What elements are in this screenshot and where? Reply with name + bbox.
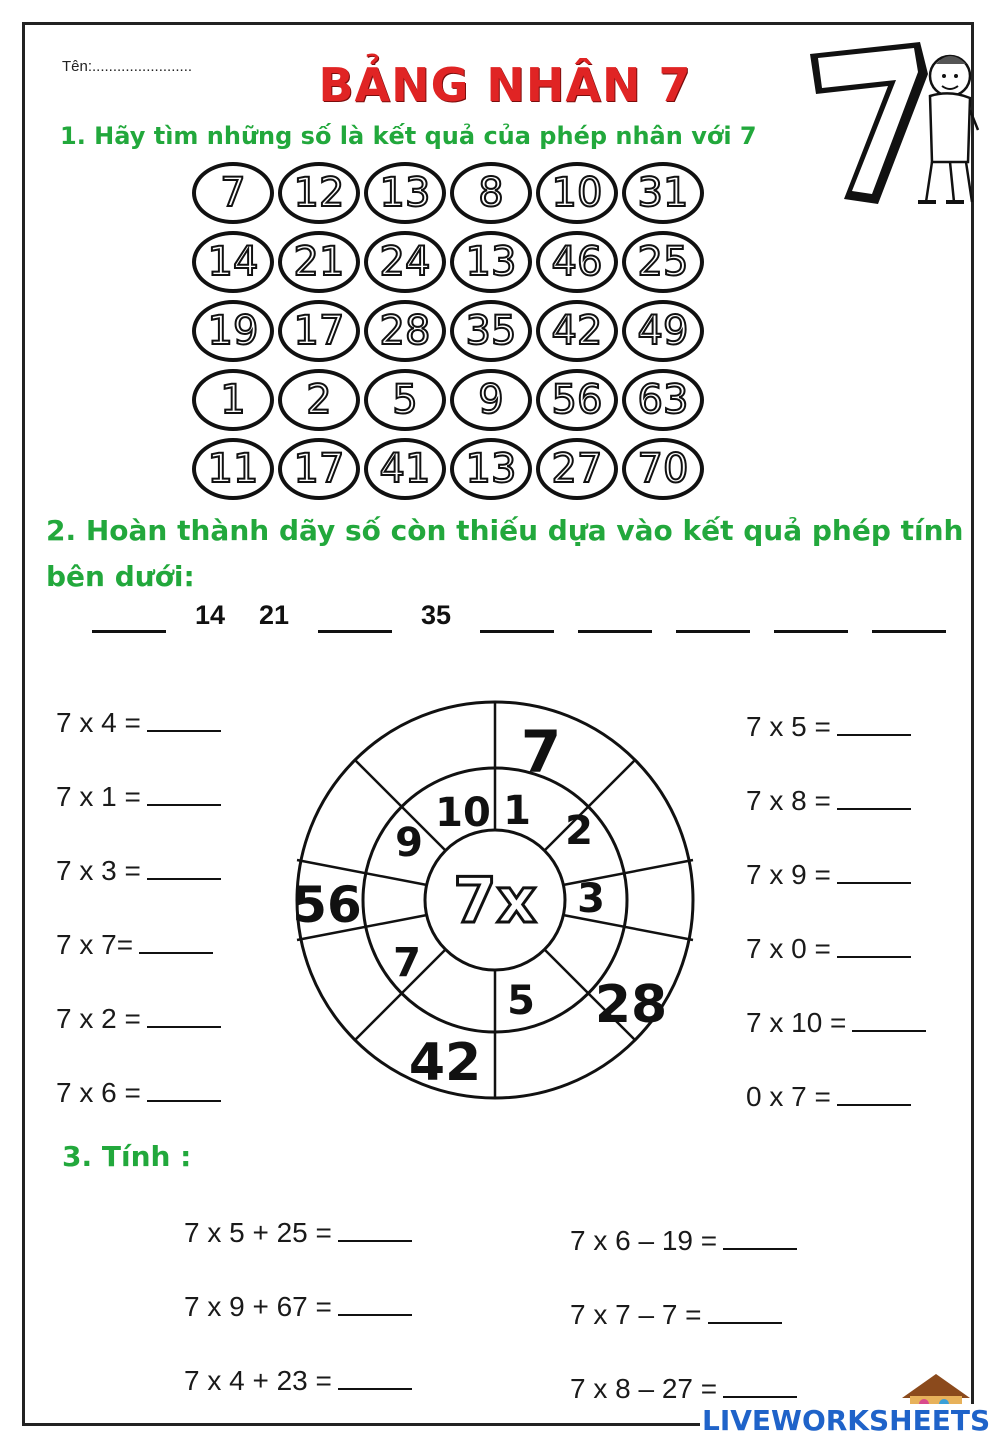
number-bubble[interactable]: 63	[622, 369, 704, 431]
wheel-outer-number: 56	[292, 876, 362, 934]
name-label: Tên:........................	[62, 58, 193, 75]
wheel-outer-number: 7	[520, 718, 562, 786]
equation	[56, 700, 221, 739]
sequence-blank[interactable]	[480, 600, 554, 633]
sequence-blank[interactable]	[318, 600, 392, 633]
number-bubble[interactable]: 13	[450, 438, 532, 500]
sequence-number: 35	[420, 600, 452, 630]
number-sequence	[92, 600, 970, 640]
equation-text: 7 x 2 =	[56, 1003, 141, 1034]
sequence-number: 14	[194, 600, 226, 630]
equation-text: 7 x 6 =	[56, 1077, 141, 1108]
answer-blank[interactable]	[147, 848, 221, 880]
wheel-inner-number: 5	[507, 978, 535, 1024]
answer-blank[interactable]	[147, 700, 221, 732]
number-bubble[interactable]: 24	[364, 231, 446, 293]
section1-heading: 1. Hãy tìm những số là kết quả của phép nhân với 7	[60, 122, 757, 150]
number-bubble[interactable]: 2	[278, 369, 360, 431]
sequence-slot	[480, 600, 554, 640]
equation-text: 7 x 6 – 19 =	[570, 1225, 718, 1256]
wheel-inner-number: 2	[565, 808, 593, 854]
equation	[184, 1358, 412, 1397]
answer-blank[interactable]	[338, 1284, 412, 1316]
equation	[746, 926, 911, 965]
sequence-slot	[774, 600, 848, 640]
answer-blank[interactable]	[147, 774, 221, 806]
equation	[56, 774, 221, 813]
sequence-blank[interactable]	[872, 600, 946, 633]
number-bubble[interactable]: 70	[622, 438, 704, 500]
bubble-grid	[192, 162, 712, 505]
number-bubble[interactable]: 31	[622, 162, 704, 224]
number-bubble[interactable]: 8	[450, 162, 532, 224]
answer-blank[interactable]	[837, 926, 911, 958]
number-bubble[interactable]: 49	[622, 300, 704, 362]
number-bubble[interactable]: 9	[450, 369, 532, 431]
equation-text: 7 x 3 =	[56, 855, 141, 886]
equation	[56, 922, 213, 961]
equation	[570, 1218, 797, 1257]
sequence-blank[interactable]	[578, 600, 652, 633]
answer-blank[interactable]	[852, 1000, 926, 1032]
sequence-slot	[676, 600, 750, 640]
mascot-seven-illustration	[800, 34, 980, 209]
equation	[746, 1074, 911, 1113]
equation	[56, 1070, 221, 1109]
sequence-slot	[92, 600, 166, 640]
equation-text: 7 x 1 =	[56, 781, 141, 812]
answer-blank[interactable]	[837, 1074, 911, 1106]
equation-text: 7 x 7 – 7 =	[570, 1299, 702, 1330]
number-bubble[interactable]: 17	[278, 300, 360, 362]
number-bubble[interactable]: 17	[278, 438, 360, 500]
equation	[570, 1292, 782, 1331]
answer-blank[interactable]	[837, 852, 911, 884]
section3-heading: 3. Tính :	[62, 1140, 192, 1173]
equation	[570, 1366, 797, 1405]
multiplication-wheel	[285, 690, 705, 1110]
sequence-slot	[578, 600, 652, 640]
sequence-number: 21	[258, 600, 290, 630]
number-bubble[interactable]: 21	[278, 231, 360, 293]
wheel-outer-number: 28	[594, 975, 668, 1035]
number-bubble[interactable]: 1	[192, 369, 274, 431]
wheel-inner-number: 3	[577, 876, 605, 922]
wheel-inner-number: 7	[393, 940, 421, 986]
equation-text: 7 x 9 =	[746, 859, 831, 890]
number-bubble[interactable]: 35	[450, 300, 532, 362]
wheel-center-label: 7x	[453, 864, 537, 937]
equation	[746, 1000, 926, 1039]
equation-text: 7 x 4 + 23 =	[184, 1365, 332, 1396]
equation-text: 7 x 0 =	[746, 933, 831, 964]
answer-blank[interactable]	[708, 1292, 782, 1324]
sequence-blank[interactable]	[676, 600, 750, 633]
equation-text: 7 x 7=	[56, 929, 134, 960]
equation-text: 7 x 4 =	[56, 707, 141, 738]
answer-blank[interactable]	[338, 1358, 412, 1390]
number-bubble[interactable]: 12	[278, 162, 360, 224]
number-bubble[interactable]: 56	[536, 369, 618, 431]
number-bubble[interactable]: 7	[192, 162, 274, 224]
number-bubble[interactable]: 19	[192, 300, 274, 362]
number-bubble[interactable]: 5	[364, 369, 446, 431]
number-bubble[interactable]: 46	[536, 231, 618, 293]
answer-blank[interactable]	[837, 704, 911, 736]
number-bubble[interactable]: 25	[622, 231, 704, 293]
equation	[56, 848, 221, 887]
sequence-blank[interactable]	[92, 600, 166, 633]
answer-blank[interactable]	[139, 922, 213, 954]
equation-text: 0 x 7 =	[746, 1081, 831, 1112]
number-bubble[interactable]: 41	[364, 438, 446, 500]
number-bubble[interactable]: 13	[364, 162, 446, 224]
equation	[746, 778, 911, 817]
answer-blank[interactable]	[338, 1210, 412, 1242]
sequence-slot	[318, 600, 392, 640]
equation-text: 7 x 5 + 25 =	[184, 1217, 332, 1248]
number-bubble[interactable]: 28	[364, 300, 446, 362]
equation	[746, 704, 911, 743]
answer-blank[interactable]	[837, 778, 911, 810]
wheel-inner-number: 9	[395, 820, 423, 866]
number-bubble[interactable]: 10	[536, 162, 618, 224]
number-bubble[interactable]: 27	[536, 438, 618, 500]
sequence-blank[interactable]	[774, 600, 848, 633]
number-bubble[interactable]: 42	[536, 300, 618, 362]
equation	[56, 996, 221, 1035]
answer-blank[interactable]	[723, 1218, 797, 1250]
equation	[746, 852, 911, 891]
section2-heading: 2. Hoàn thành dãy số còn thiếu dựa vào kết quả phép tính bên dưới:	[46, 514, 964, 593]
sequence-slot	[872, 600, 946, 640]
wheel-inner-number: 1	[503, 788, 531, 834]
answer-blank[interactable]	[147, 1070, 221, 1102]
equation-text: 7 x 8 =	[746, 785, 831, 816]
equation-text: 7 x 10 =	[746, 1007, 847, 1038]
equation	[184, 1210, 412, 1249]
number-bubble[interactable]: 13	[450, 231, 532, 293]
equation-text: 7 x 8 – 27 =	[570, 1373, 718, 1404]
number-bubble[interactable]: 11	[192, 438, 274, 500]
equation-text: 7 x 5 =	[746, 711, 831, 742]
answer-blank[interactable]	[723, 1366, 797, 1398]
wheel-outer-number: 42	[408, 1033, 482, 1093]
equation-text: 7 x 9 + 67 =	[184, 1291, 332, 1322]
page-title: BẢNG NHÂN 7	[318, 58, 692, 112]
liveworksheets-logo: LIVEWORKSHEETS	[702, 1404, 991, 1437]
answer-blank[interactable]	[147, 996, 221, 1028]
number-bubble[interactable]: 14	[192, 231, 274, 293]
equation	[184, 1284, 412, 1323]
wheel-inner-number: 10	[435, 790, 491, 836]
